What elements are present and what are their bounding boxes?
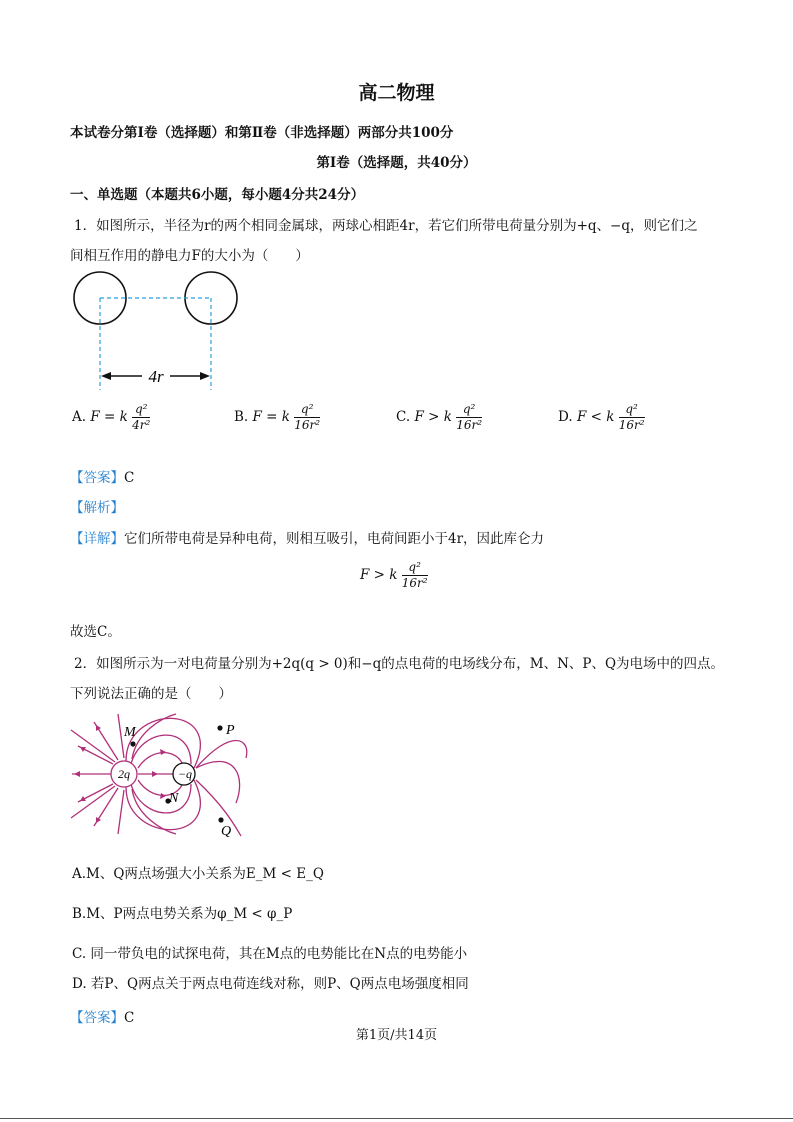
q2-option-c: C. 同一带负电的试探电荷，其在M点的电势能比在N点的电势能小 bbox=[72, 946, 468, 962]
q1-analysis-tag: 【解析】 bbox=[70, 500, 124, 516]
section1-title: 一、单选题（本题共6小题，每小题4分共24分） bbox=[70, 187, 365, 203]
q2-field-figure bbox=[66, 708, 256, 843]
point-p bbox=[217, 725, 222, 730]
page-title: 高二物理 bbox=[358, 82, 435, 104]
distance-label: 4r bbox=[148, 367, 164, 386]
label-n: N bbox=[169, 791, 179, 806]
q1-option-b: B. F = k $\frac{\text{q²}}{\text{16r²}}$ bbox=[234, 402, 321, 432]
q1-option-a: A. F = k $\frac{\text{q²}}{\text{4r²}}$ bbox=[72, 402, 151, 432]
q1-stem-line2: 间相互作用的静电力F的大小为（ ） bbox=[70, 248, 309, 264]
page-footer: 第1页/共14页 bbox=[355, 1028, 438, 1043]
point-q bbox=[218, 817, 223, 822]
q1-option-c: C. F > k $\frac{\text{q²}}{\text{16r²}}$ bbox=[396, 402, 483, 432]
q1-conclusion: 故选C。 bbox=[70, 624, 121, 640]
negative-charge-label: −q bbox=[177, 767, 193, 781]
page-bottom-divider bbox=[0, 1118, 793, 1119]
dim-arrow-right bbox=[200, 372, 210, 380]
q2-stem-line1: 2．如图所示为一对电荷量分别为+2q(q > 0)和−q的点电荷的电场线分布，M、N、P、Q为电场中的四点。 bbox=[74, 656, 725, 672]
q2-option-b: B.M、P两点电势关系为φ_M < φ_P bbox=[72, 906, 293, 922]
dim-arrow-left bbox=[101, 372, 111, 380]
positive-charge-label: 2q bbox=[118, 767, 130, 781]
label-p: P bbox=[226, 723, 235, 738]
q2-stem-line2: 下列说法正确的是（ ） bbox=[70, 686, 232, 702]
q2-option-d: D. 若P、Q两点关于两点电荷连线对称，则P、Q两点电场强度相同 bbox=[72, 976, 469, 992]
q2-option-a: A.M、Q两点场强大小关系为E_M < E_Q bbox=[72, 866, 324, 882]
q1-stem-line1: 1．如图所示，半径为r的两个相同金属球，两球心相距4r，若它们所带电荷量分别为+q、−q，则它们之 bbox=[74, 218, 698, 234]
label-q: Q bbox=[221, 824, 232, 839]
q1-option-d: D. F < k $\frac{\text{q²}}{\text{16r²}}$ bbox=[558, 402, 645, 432]
q1-answer: 【答案】C bbox=[70, 470, 135, 486]
part1-title: 第Ⅰ卷（选择题，共40分） bbox=[316, 155, 477, 171]
q1-detail: 【详解】它们所带电荷是异种电荷，则相互吸引，电荷间距小于4r，因此库仑力 bbox=[70, 531, 545, 547]
q1-formula: F > k $\frac{\text{q²}}{\text{16r²}}$ bbox=[360, 560, 428, 590]
exam-intro: 本试卷分第Ⅰ卷（选择题）和第Ⅱ卷（非选择题）两部分共100分 bbox=[70, 125, 454, 141]
q1-figure bbox=[70, 268, 250, 398]
q2-answer: 【答案】C bbox=[70, 1010, 135, 1026]
point-m bbox=[130, 741, 135, 746]
label-m: M bbox=[124, 725, 136, 740]
